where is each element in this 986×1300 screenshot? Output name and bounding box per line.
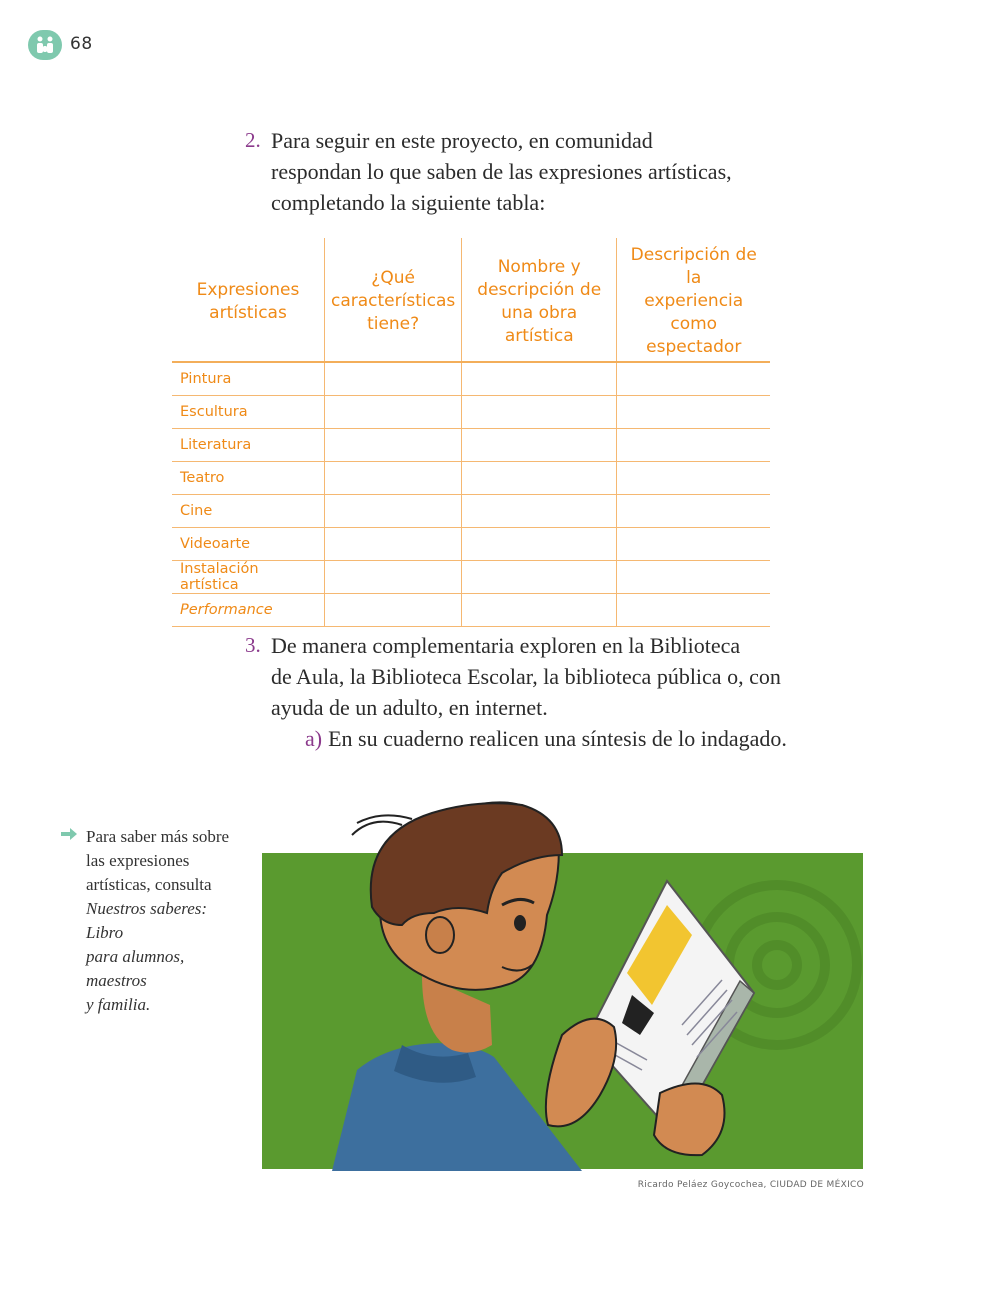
book-title: y familia. [86, 995, 151, 1014]
answer-cell[interactable] [325, 396, 462, 429]
row-label: Cine [172, 495, 325, 528]
sub-text: En su cuaderno realicen una síntesis de lo indagado. [328, 726, 787, 751]
book-title: Nuestros saberes: Libro [86, 899, 208, 942]
row-label: Literatura [172, 429, 325, 462]
table-row [172, 594, 770, 627]
answer-cell[interactable] [325, 462, 462, 495]
question-3 [245, 630, 787, 754]
answer-cell[interactable] [325, 362, 462, 396]
answer-cell[interactable] [325, 528, 462, 561]
row-label: Teatro [172, 462, 325, 495]
answer-cell[interactable] [617, 429, 771, 462]
note-line: las expresiones [86, 851, 190, 870]
table-row [172, 528, 770, 561]
table-row [172, 561, 770, 594]
reference-note [60, 825, 245, 1017]
answer-cell[interactable] [617, 528, 771, 561]
table-row [172, 362, 770, 396]
answer-cell[interactable] [617, 594, 771, 627]
answer-cell[interactable] [462, 462, 617, 495]
question-line: respondan lo que saben de las expresiones artísticas, [271, 159, 732, 184]
illustration-credit: Ricardo Peláez Goycochea, CIUDAD DE MÉXICO [637, 1180, 864, 1190]
table-row [172, 396, 770, 429]
artistic-expressions-table [172, 238, 770, 627]
question-line: De manera complementaria exploren en la Biblioteca [271, 633, 741, 658]
table-row [172, 462, 770, 495]
book-logo-badge [28, 30, 62, 60]
question-number: 2. [245, 128, 261, 152]
row-label: Instalación artística [172, 561, 325, 594]
row-label: Videoarte [172, 528, 325, 561]
book-title: para alumnos, maestros [86, 947, 185, 990]
table-row [172, 429, 770, 462]
header-expressions: Expresiones artísticas [172, 238, 325, 362]
header-experience: Descripción de la experiencia como espectador [617, 238, 771, 362]
arrow-right-icon [60, 827, 78, 841]
answer-cell[interactable] [462, 528, 617, 561]
boy-reading-illustration [262, 795, 864, 1171]
sub-question-a [305, 723, 787, 754]
note-line: Para saber más sobre [86, 827, 230, 846]
question-line: Para seguir en este proyecto, en comunidad [271, 128, 653, 153]
page-number: 68 [70, 34, 93, 54]
answer-cell[interactable] [617, 362, 771, 396]
answer-cell[interactable] [462, 396, 617, 429]
sub-letter: a) [305, 726, 323, 751]
answer-cell[interactable] [617, 462, 771, 495]
answer-cell[interactable] [617, 561, 771, 594]
answer-cell[interactable] [462, 495, 617, 528]
question-number: 3. [245, 633, 261, 657]
answer-cell[interactable] [325, 429, 462, 462]
row-label: Performance [172, 594, 325, 627]
question-line: ayuda de un adulto, en internet. [271, 695, 548, 720]
answer-cell[interactable] [462, 594, 617, 627]
table-row [172, 495, 770, 528]
question-2 [245, 125, 732, 218]
note-line: artísticas, consulta [86, 875, 212, 894]
answer-cell[interactable] [617, 396, 771, 429]
header-artwork: Nombre y descripción de una obra artística [462, 238, 617, 362]
answer-cell[interactable] [462, 561, 617, 594]
answer-cell[interactable] [617, 495, 771, 528]
answer-cell[interactable] [462, 429, 617, 462]
question-line: de Aula, la Biblioteca Escolar, la biblioteca pública o, con [271, 664, 781, 689]
question-line: completando la siguiente tabla: [271, 190, 546, 215]
answer-cell[interactable] [325, 594, 462, 627]
answer-cell[interactable] [325, 561, 462, 594]
row-label: Escultura [172, 396, 325, 429]
header-characteristics: ¿Qué características tiene? [325, 238, 462, 362]
answer-cell[interactable] [325, 495, 462, 528]
answer-cell[interactable] [462, 362, 617, 396]
family-icon [34, 35, 56, 55]
row-label: Pintura [180, 371, 232, 387]
